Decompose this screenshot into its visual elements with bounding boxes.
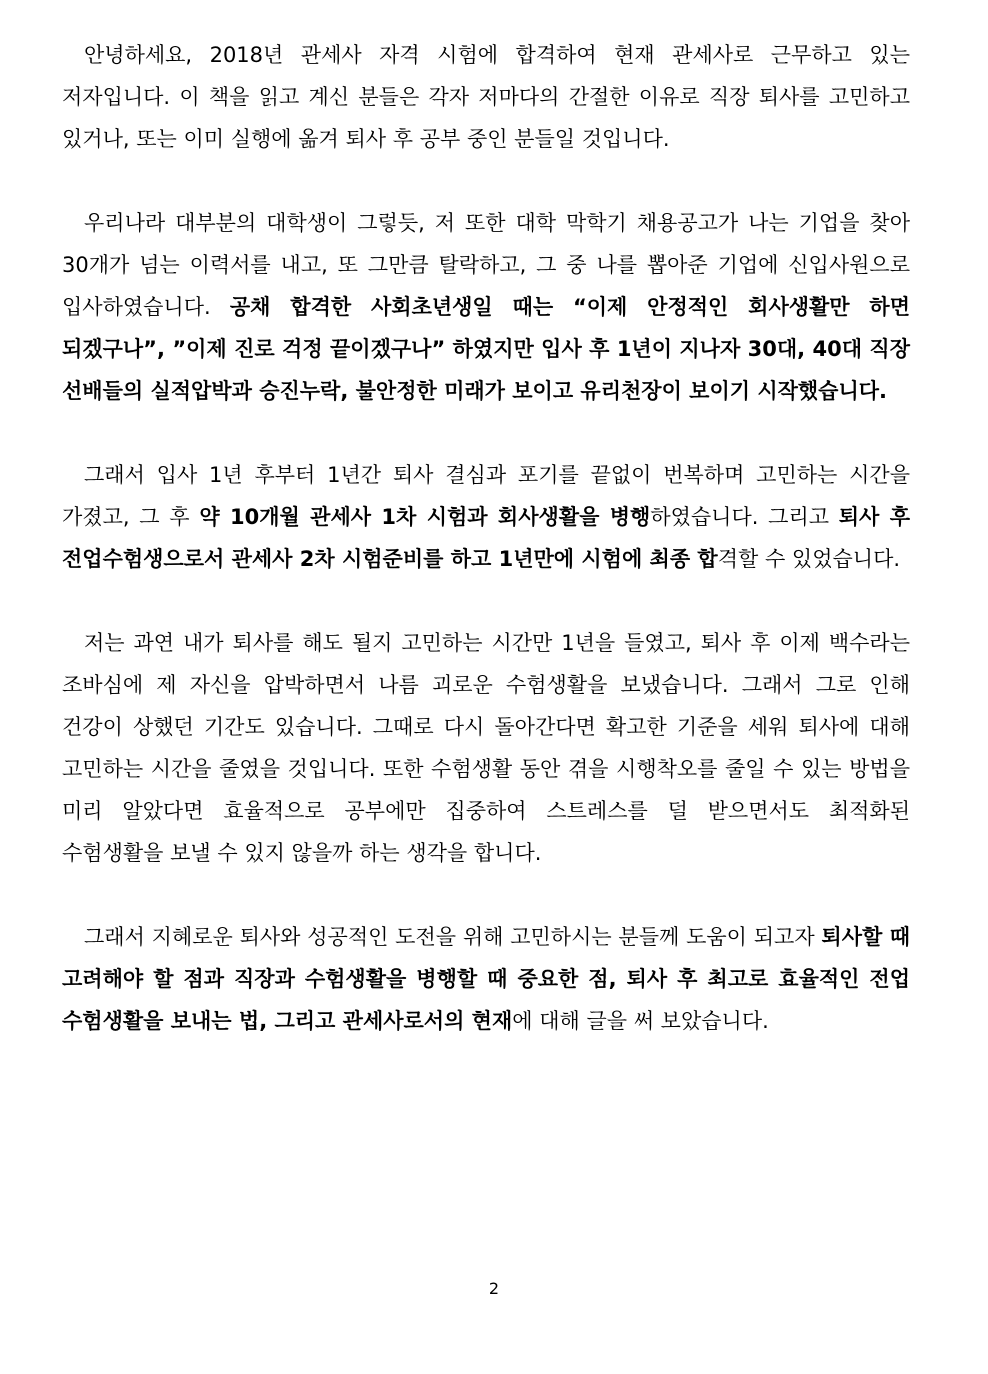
paragraph-exam-process-text-3: 격할 수 있었습니다.	[717, 547, 901, 571]
paragraph-purpose	[62, 916, 910, 1042]
page-number: 2	[488, 1279, 500, 1298]
paragraph-career-start	[62, 202, 910, 412]
paragraph-exam-process-emphasis-1: 약 10개월 관세사 1차 시험과 회사생활을 병행	[199, 505, 651, 529]
paragraph-exam-process-text-2: 하였습니다. 그리고	[650, 505, 839, 529]
paragraph-purpose-emphasis: 퇴사할 때 고려해야 할 점과 직장과 수험생활을 병행할 때 중요한 점, 퇴사 후 최고로 효율적인 전업 수험생활을 보내는 법, 그리고 관세사로서의 현재	[62, 925, 910, 1033]
paragraph-reflection-text: 저는 과연 내가 퇴사를 해도 될지 고민하는 시간만 1년을 들였고, 퇴사 후 이제 백수라는 조바심에 제 자신을 압박하면서 나름 괴로운 수험생활을 보냈습니다. 그래서 그로 인해 건강이 상했던 기간도 있습니다. 그때로 다시 돌아간다면 확고한 기준을 세워 퇴사에 대해 고민하는 시간을 줄였을 것입니다. 또한 수험생활 동안 겪을 시행착오를 줄일 수 있는 방법을 미리 알았다면 효율적으로 공부에만 집중하여 스트레스를 덜 받으면서도 최적화된 수험생활을 보낼 수 있지 않을까 하는 생각을 합니다.	[62, 631, 910, 865]
paragraph-career-start-emphasis: 공채 합격한 사회초년생일 때는 “이제 안정적인 회사생활만 하면 되겠구나”, ”이제 진로 걱정 끝이겠구나” 하였지만 입사 후 1년이 지나자 30대, 40대 직장 선배들의 실적압박과 승진누락, 불안정한 미래가 보이고 유리천장이 보이기 시작했습니다.	[62, 295, 910, 403]
paragraph-intro-text: 안녕하세요, 2018년 관세사 자격 시험에 합격하여 현재 관세사로 근무하고 있는 저자입니다. 이 책을 읽고 계신 분들은 각자 저마다의 간절한 이유로 직장 퇴사를 고민하고 있거나, 또는 이미 실행에 옮겨 퇴사 후 공부 중인 분들일 것입니다.	[62, 43, 910, 151]
paragraph-exam-process-emphasis-2: 퇴사 후 전업수험생으로서 관세사 2차 시험준비를 하고 1년만에 시험에 최종 합	[62, 505, 911, 571]
paragraph-purpose-text-1: 그래서 지혜로운 퇴사와 성공적인 도전을 위해 고민하시는 분들께 도움이 되고자	[84, 925, 822, 949]
document-body	[62, 34, 910, 1084]
paragraph-exam-process	[62, 454, 910, 580]
paragraph-exam-process-text-1: 그래서 입사 1년 후부터 1년간 퇴사 결심과 포기를 끝없이 번복하며 고민하는 시간을 가졌고, 그 후	[62, 463, 910, 529]
paragraph-purpose-text-2: 에 대해 글을 써 보았습니다.	[512, 1009, 769, 1033]
paragraph-intro	[62, 34, 910, 160]
paragraph-career-start-text: 우리나라 대부분의 대학생이 그렇듯, 저 또한 대학 막학기 채용공고가 나는 기업을 찾아 30개가 넘는 이력서를 내고, 또 그만큼 탈락하고, 그 중 나를 뽑아준 기업에 신입사원으로 입사하였습니다.	[62, 211, 910, 319]
paragraph-reflection	[62, 622, 910, 874]
